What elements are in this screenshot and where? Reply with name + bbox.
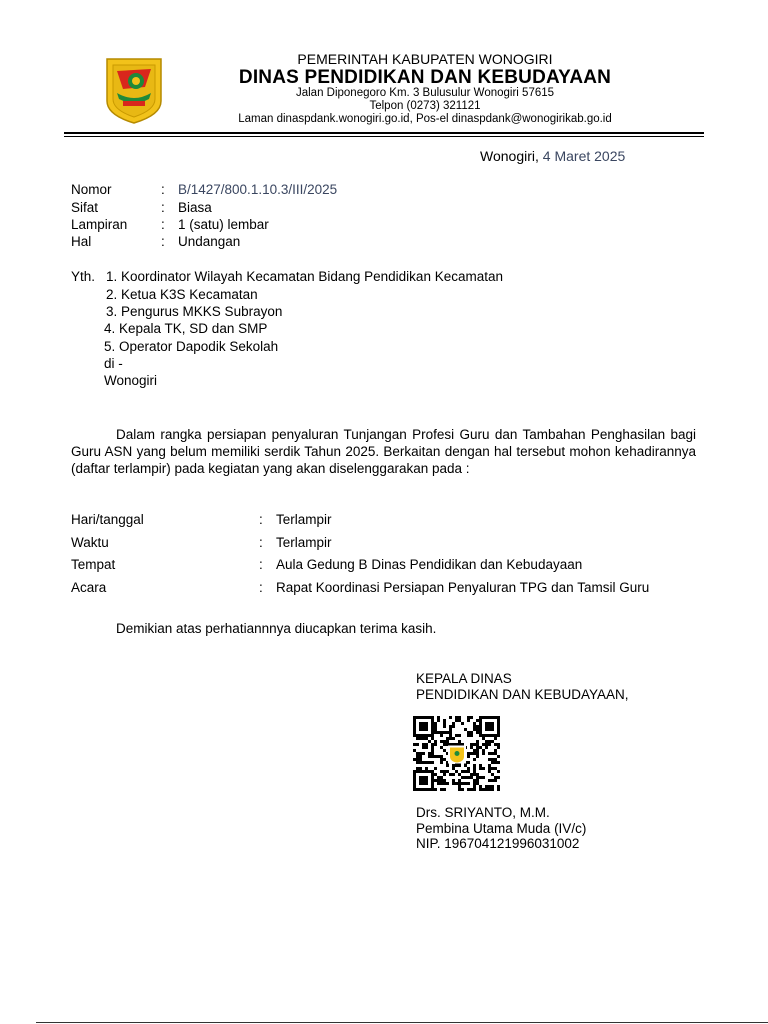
signatory-nip: NIP. 196704121996031002 bbox=[416, 836, 580, 851]
meta-value: B/1427/800.1.10.3/III/2025 bbox=[178, 182, 338, 197]
meta-label: Nomor bbox=[71, 182, 112, 197]
event-value: Terlampir bbox=[276, 512, 332, 527]
meta-colon: : bbox=[161, 234, 165, 249]
meta-colon: : bbox=[161, 217, 165, 232]
recipient-item: 1. Koordinator Wilayah Kecamatan Bidang Pendidikan Kecamatan bbox=[106, 269, 503, 284]
event-colon: : bbox=[259, 512, 263, 527]
signatory-title-2: PENDIDIKAN DAN KEBUDAYAAN, bbox=[416, 687, 629, 702]
footer-rule bbox=[36, 1022, 768, 1023]
signatory-rank: Pembina Utama Muda (IV/c) bbox=[416, 821, 587, 836]
event-value: Terlampir bbox=[276, 535, 332, 550]
meta-value: Undangan bbox=[178, 234, 241, 249]
signatory-title-1: KEPALA DINAS bbox=[416, 671, 512, 686]
header-rule-thick bbox=[64, 132, 704, 134]
recipient-city: Wonogiri bbox=[104, 373, 158, 388]
recipient-item: 3. Pengurus MKKS Subrayon bbox=[106, 304, 283, 319]
event-colon: : bbox=[259, 557, 263, 572]
signatory-name: Drs. SRIYANTO, M.M. bbox=[416, 805, 550, 820]
header-rule-thin bbox=[64, 136, 704, 137]
meta-colon: : bbox=[161, 182, 165, 197]
body-text: Dalam rangka persiapan penyaluran Tunjangan Profesi Guru dan Tambahan Penghasilan bagi Guru ASN yang belum memiliki serdik Tahun 2025. Berkaitan dengan hal tersebut mohon kehadirannya (daftar terlampir) pada kegiatan yang akan diselenggarakan pada : bbox=[71, 427, 696, 477]
event-value: Aula Gedung B Dinas Pendidikan dan Kebudayaan bbox=[276, 557, 583, 572]
qr-code-icon bbox=[413, 716, 501, 793]
event-colon: : bbox=[259, 580, 263, 595]
recipient-di: di - bbox=[104, 356, 123, 371]
event-colon: : bbox=[259, 535, 263, 550]
office-address: Jalan Diponegoro Km. 3 Bulusulur Wonogiri 57615 bbox=[295, 87, 555, 99]
event-label: Tempat bbox=[71, 557, 116, 572]
meta-colon: : bbox=[161, 200, 165, 215]
body-paragraph bbox=[71, 426, 696, 478]
meta-value: Biasa bbox=[178, 200, 212, 215]
place: Wonogiri, bbox=[480, 148, 539, 164]
event-label: Hari/tanggal bbox=[71, 512, 144, 527]
recipient-item: 4. Kepala TK, SD dan SMP bbox=[104, 321, 268, 336]
recipient-item: 5. Operator Dapodik Sekolah bbox=[104, 339, 279, 354]
office-phone: Telpon (0273) 321121 bbox=[369, 100, 481, 112]
meta-label: Hal bbox=[71, 234, 92, 249]
recipient-item: 2. Ketua K3S Kecamatan bbox=[106, 287, 258, 302]
closing-sentence: Demikian atas perhatiannnya diucapkan terima kasih. bbox=[116, 621, 437, 636]
place-date bbox=[480, 148, 625, 164]
event-label: Acara bbox=[71, 580, 107, 595]
event-label: Waktu bbox=[71, 535, 109, 550]
meta-label: Sifat bbox=[71, 200, 99, 215]
event-value: Rapat Koordinasi Persiapan Penyaluran TPG dan Tamsil Guru bbox=[276, 580, 650, 595]
office-web-email: Laman dinaspdank.wonogiri.go.id, Pos-el dinaspdank@wonogirikab.go.id bbox=[238, 113, 612, 125]
letter-date: 4 Maret 2025 bbox=[542, 148, 626, 164]
meta-value: 1 (satu) lembar bbox=[178, 217, 269, 232]
recipient-prefix: Yth. bbox=[71, 269, 96, 284]
regency-crest-icon bbox=[103, 57, 165, 125]
office-name: DINAS PENDIDIKAN DAN KEBUDAYAAN bbox=[238, 67, 612, 88]
meta-label: Lampiran bbox=[71, 217, 128, 232]
government-name: PEMERINTAH KABUPATEN WONOGIRI bbox=[297, 51, 553, 67]
